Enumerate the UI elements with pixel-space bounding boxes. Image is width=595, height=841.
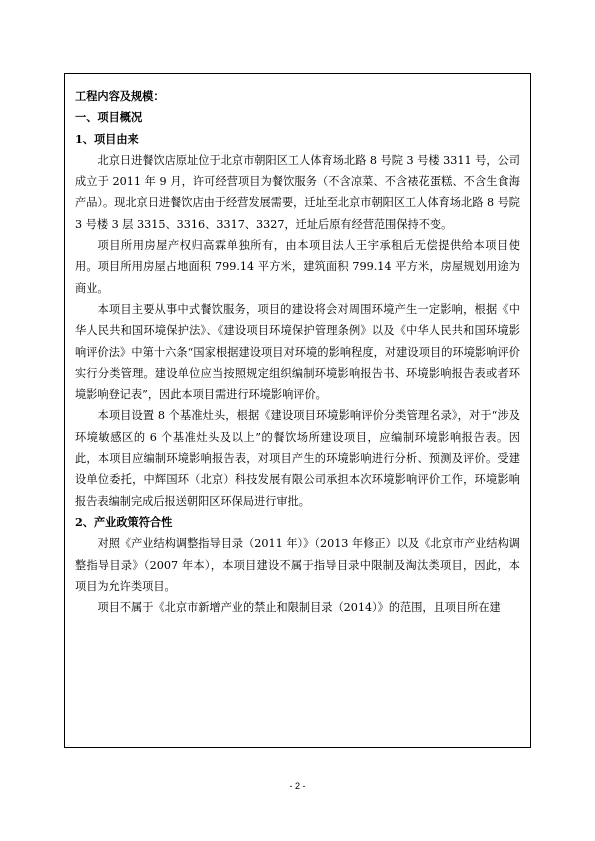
paragraph: 本项目主要从事中式餐饮服务，项目的建设将会对周围环境产生一定影响，根据《中华人民共和国环境保护法》、《建设项目环境保护管理条例》以及《中华人民共和国环境影响评价法》中第十六条“国家根据建设项目对环境的影响程度，对建设项目的环境影响评价实行分类管理。建设单位应当按照规定组织编制环境影响报告书、环境影响报告表或者环境影响登记表”，因此本项目需进行环境影响评价。 xyxy=(75,302,520,402)
paragraph: 北京日进餐饮店原址位于北京市朝阳区工人体育场北路 8 号院 3 号楼 3311 号，公司成立于 2011 年 9 月，许可经营项目为餐饮服务（不含凉菜、不含裱花蛋糕、不含生食海产品）。现北京日进餐饮店由于经营发展需要，迁址至北京市朝阳区工人体育场北路 8 号院 3 号楼 3 层 3315、3316、3317、3327，迁址后原有经营范围保持不变。 xyxy=(75,153,520,231)
paragraph: 项目所用房屋产权归高霖单独所有，由本项目法人王宇承租后无偿提供给本项目使用。项目所用房屋占地面积 799.14 平方米，建筑面积 799.14 平方米，房屋规划用途为商业。 xyxy=(75,239,520,295)
paragraph: 对照《产业结构调整指导目录（2011 年）》（2013 年修正）以及《北京市产业结构调整指导目录》（2007 年本），本项目建设不属于指导目录中限制及淘汰类项目，因此，本项目为允许类项目。 xyxy=(75,537,520,593)
paragraph: 本项目设置 8 个基准灶头，根据《建设项目环境影响评价分类管理名录》，对于“涉及环境敏感区的 6 个基准灶头及以上”的餐饮场所建设项目，应编制环境影响报告表。因此，本项目应编制环境影响报告表，对项目产生的环境影响进行分析、预测及评价。受建设单位委托，中辉国环（北京）科技发展有限公司承担本次环境影响评价工作，环境影响报告表编制完成后报送朝阳区环保局进行审批。 xyxy=(75,409,520,508)
section-1-title: 一、项目概况 xyxy=(75,110,143,125)
content-frame xyxy=(64,73,531,748)
paragraph: 项目不属于《北京市新增产业的禁止和限制目录（2014）》的范围，且项目所在建 xyxy=(97,601,501,615)
page-number: - 2 - xyxy=(289,781,306,791)
document-body xyxy=(75,86,520,618)
subsection-1-title: 1、项目由来 xyxy=(75,131,139,146)
heading-main: 工程内容及规模： xyxy=(75,89,165,103)
subsection-2-title: 2、产业政策符合性 xyxy=(75,514,173,529)
